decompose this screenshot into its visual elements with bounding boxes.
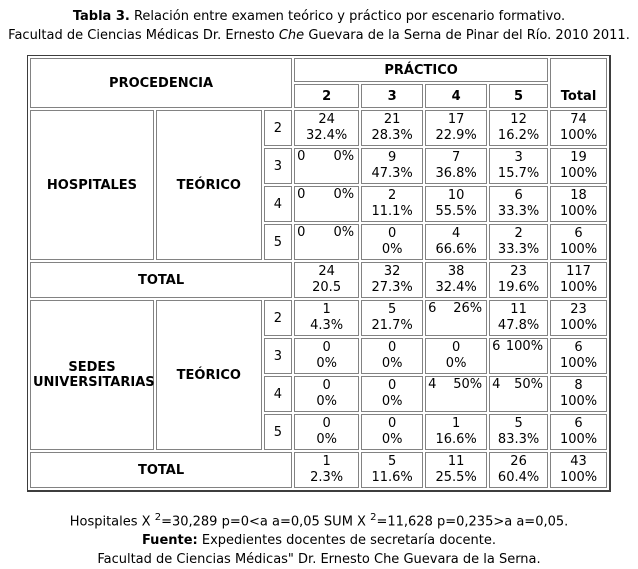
cell-s5-p5: 5 83.3%: [489, 414, 548, 450]
cell-s3-p4: 0 0%: [425, 338, 487, 374]
cell-stot-p3: 5 11.6%: [361, 452, 423, 488]
header-practico-4: 4: [425, 84, 487, 108]
row-label: 4: [264, 376, 292, 412]
exam-label-teorico-2: TEÓRICO: [156, 300, 262, 450]
statistics-line: Hospitales X $^2$=30,289 p=0<a a=0,05 SUM X $^2$=11,628 p=0,235>a a=0,05.: [69, 512, 569, 530]
source-line: Fuente: Expedientes docentes de secretaría docente.: [141, 533, 497, 549]
total-label-1: TOTAL: [30, 262, 292, 298]
header-practico-3: 3: [361, 84, 423, 108]
header-practico-2: 2: [294, 84, 359, 108]
cell-s5-p3: 0 0%: [361, 414, 423, 450]
institution-line: Facultad de Ciencias Médicas" Dr. Ernesto Che Guevara de la Serna.: [97, 552, 541, 568]
cell-s4-p5: 4 50%: [489, 376, 548, 412]
cell-htot-p4: 38 32.4%: [425, 262, 487, 298]
cell-h4-p3: 2 11.1%: [361, 186, 423, 222]
cell-htot-p5: 23 19.6%: [489, 262, 548, 298]
cell-h2-p5: 12 16.2%: [489, 110, 548, 146]
cell-s2-p4: 6 26%: [425, 300, 487, 336]
cell-s3-total: 6 100%: [550, 338, 607, 374]
row-label: 2: [264, 300, 292, 336]
cell-s3-p2: 0 0%: [294, 338, 359, 374]
cell-h2-p3: 21 28.3%: [361, 110, 423, 146]
cell-stot-p4: 11 25.5%: [425, 452, 487, 488]
section-name-sedes: SEDES UNIVERSITARIAS: [30, 300, 154, 450]
header-total: Total: [550, 58, 607, 108]
cell-s2-p3: 5 21.7%: [361, 300, 423, 336]
table-caption: [0, 7, 638, 45]
cell-h2-total: 74 100%: [550, 110, 607, 146]
cell-stot-total: 43 100%: [550, 452, 607, 488]
cell-h2-p2: 24 32.4%: [294, 110, 359, 146]
caption-line-1: [0, 7, 638, 26]
exam-label-teorico-1: TEÓRICO: [156, 110, 262, 260]
results-table: [27, 55, 611, 492]
cell-s2-total: 23 100%: [550, 300, 607, 336]
cell-h3-p4: 7 36.8%: [425, 148, 487, 184]
total-row-sedes: [30, 452, 607, 488]
cell-s5-total: 6 100%: [550, 414, 607, 450]
cell-stot-p5: 26 60.4%: [489, 452, 548, 488]
cell-h3-p5: 3 15.7%: [489, 148, 548, 184]
total-row-hospitales: [30, 262, 607, 298]
caption-table-number: Tabla 3.: [72, 9, 130, 24]
cell-h3-p3: 9 47.3%: [361, 148, 423, 184]
header-row-1: [30, 58, 607, 82]
row-label: 4: [264, 186, 292, 222]
row-label: 2: [264, 110, 292, 146]
cell-h5-p3: 0 0%: [361, 224, 423, 260]
cell-s3-p5: 6 100%: [489, 338, 548, 374]
header-practico: PRÁCTICO: [294, 58, 548, 82]
table-row: [30, 110, 607, 146]
caption-italic-che: Che: [278, 28, 305, 43]
superscript-2: 2: [370, 512, 377, 523]
superscript-2: 2: [154, 512, 162, 523]
cell-s5-p2: 0 0%: [294, 414, 359, 450]
cell-s3-p3: 0 0%: [361, 338, 423, 374]
cell-stot-p2: 1 2.3%: [294, 452, 359, 488]
cell-h2-p4: 17 22.9%: [425, 110, 487, 146]
cell-s2-p2: 1 4.3%: [294, 300, 359, 336]
cell-htot-p3: 32 27.3%: [361, 262, 423, 298]
section-name-hospitales: HOSPITALES: [30, 110, 154, 260]
cell-h4-p2: 0 0%: [294, 186, 359, 222]
table-row: [30, 300, 607, 336]
cell-s2-p5: 11 47.8%: [489, 300, 548, 336]
cell-s4-p3: 0 0%: [361, 376, 423, 412]
row-label: 5: [264, 224, 292, 260]
row-label: 3: [264, 338, 292, 374]
caption-line-2: Facultad de Ciencias Médicas Dr. Ernesto Che Guevara de la Serna de Pinar del Río. 2010 2011.: [8, 28, 630, 43]
cell-s4-total: 8 100%: [550, 376, 607, 412]
cell-htot-p2: 24 20.5: [294, 262, 359, 298]
cell-h3-p2: 0 0%: [294, 148, 359, 184]
header-procedencia: PROCEDENCIA: [30, 58, 292, 108]
cell-h5-p2: 0 0%: [294, 224, 359, 260]
page: [0, 7, 638, 569]
cell-h4-p4: 10 55.5%: [425, 186, 487, 222]
cell-s4-p2: 0 0%: [294, 376, 359, 412]
cell-s5-p4: 1 16.6%: [425, 414, 487, 450]
row-label: 3: [264, 148, 292, 184]
row-label: 5: [264, 414, 292, 450]
cell-h5-total: 6 100%: [550, 224, 607, 260]
header-practico-5: 5: [489, 84, 548, 108]
cell-h3-total: 19 100%: [550, 148, 607, 184]
cell-h4-total: 18 100%: [550, 186, 607, 222]
cell-h5-p5: 2 33.3%: [489, 224, 548, 260]
cell-s4-p4: 4 50%: [425, 376, 487, 412]
table-footnotes: [0, 508, 638, 569]
cell-h4-p5: 6 33.3%: [489, 186, 548, 222]
source-label: Fuente:: [141, 533, 198, 549]
total-label-2: TOTAL: [30, 452, 292, 488]
caption-title-text: Relación entre examen teórico y práctico por escenario formativo.: [129, 9, 566, 24]
cell-h5-p4: 4 66.6%: [425, 224, 487, 260]
cell-htot-total: 117 100%: [550, 262, 607, 298]
